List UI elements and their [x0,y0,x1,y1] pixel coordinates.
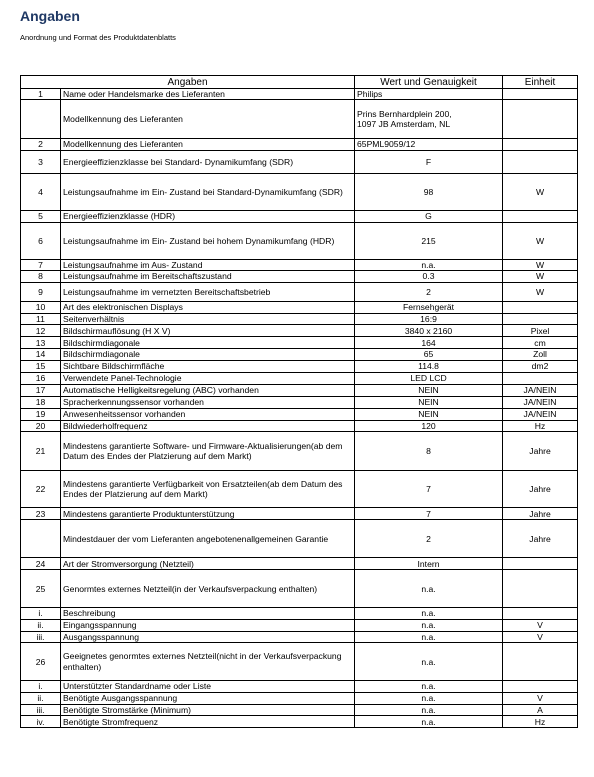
row-value: NEIN [355,384,503,396]
row-value: 16:9 [355,313,503,324]
row-number: ii. [21,692,61,704]
row-label: Verwendete Panel-Technologie [61,372,355,384]
row-number: i. [21,681,61,692]
row-unit: Jahre [503,520,578,558]
row-value: n.a. [355,643,503,681]
page-subtitle: Anordnung und Format des Produktdatenblatts [20,33,176,42]
row-label: Mindestens garantierte Software- und Firmware-Aktualisierungen(ab dem Datum des Endes der Platzierung auf dem Markt) [61,432,355,471]
table-row [21,360,578,372]
table-row [21,89,578,100]
table-row [21,100,578,139]
row-value: Intern [355,558,503,570]
row-label: Anwesenheitssensor vorhanden [61,408,355,420]
row-number: 19 [21,408,61,420]
row-value: Fernsehgerät [355,301,503,313]
row-unit: Hz [503,420,578,431]
table-row [21,704,578,715]
row-value: G [355,210,503,222]
row-value: LED LCD [355,372,503,384]
row-label: Name oder Handelsmarke des Lieferanten [61,89,355,100]
table-row [21,139,578,150]
table-row [21,301,578,313]
row-unit [503,301,578,313]
row-label: Unterstützter Standardname oder Liste [61,681,355,692]
table-row [21,520,578,558]
row-number: iii. [21,704,61,715]
row-number: 14 [21,349,61,360]
row-number: 26 [21,643,61,681]
product-data-table [20,75,578,728]
row-unit [503,558,578,570]
row-unit: V [503,619,578,631]
table-row [21,408,578,420]
row-unit [503,313,578,324]
row-number: 18 [21,396,61,408]
table-row [21,432,578,471]
row-unit: dm2 [503,360,578,372]
row-label: Genormtes externes Netzteil(in der Verkaufsverpackung enthalten) [61,570,355,608]
row-number: 5 [21,210,61,222]
page-title: Angaben [20,8,80,24]
row-value: 164 [355,337,503,349]
row-value: 0.3 [355,271,503,282]
row-unit: Zoll [503,349,578,360]
row-number: 15 [21,360,61,372]
table-row [21,558,578,570]
row-label: Bildschirmdiagonale [61,349,355,360]
row-unit [503,210,578,222]
row-label: Eingangsspannung [61,619,355,631]
row-label: Leistungsaufnahme im Aus- Zustand [61,259,355,270]
row-label: Leistungsaufnahme im Ein- Zustand bei Standard-Dynamikumfang (SDR) [61,173,355,210]
row-label: Leistungsaufnahme im vernetzten Bereitschaftsbetrieb [61,282,355,301]
row-label: Energieeffizienzklasse bei Standard- Dynamikumfang (SDR) [61,150,355,173]
row-value: 7 [355,471,503,508]
row-unit [503,100,578,139]
table-row [21,692,578,704]
table-row [21,631,578,642]
row-label: Benötigte Ausgangsspannung [61,692,355,704]
table-row [21,384,578,396]
column-header-angaben: Angaben [21,76,355,89]
row-unit: W [503,173,578,210]
row-value: 7 [355,508,503,520]
row-value: 2 [355,520,503,558]
row-number: 1 [21,89,61,100]
table-row [21,420,578,431]
row-value: n.a. [355,570,503,608]
row-unit [503,570,578,608]
row-value: n.a. [355,608,503,619]
row-number: 9 [21,282,61,301]
row-label: Modellkennung des Lieferanten [61,139,355,150]
table-row [21,643,578,681]
row-number: 11 [21,313,61,324]
table-header-row [21,76,578,89]
column-header-einheit: Einheit [503,76,578,89]
row-label: Bildwiederholfrequenz [61,420,355,431]
table-row [21,396,578,408]
table-row [21,271,578,282]
row-unit: V [503,692,578,704]
row-number: 16 [21,372,61,384]
row-number: 6 [21,222,61,259]
table-row [21,471,578,508]
row-unit: JA/NEIN [503,408,578,420]
table-row [21,150,578,173]
table-row [21,608,578,619]
row-number: 2 [21,139,61,150]
row-label: Bildschirmdiagonale [61,337,355,349]
row-value: n.a. [355,692,503,704]
row-number: i. [21,608,61,619]
row-unit: Hz [503,716,578,728]
row-value: 3840 x 2160 [355,325,503,337]
row-number: iii. [21,631,61,642]
row-unit: JA/NEIN [503,384,578,396]
row-unit: Jahre [503,471,578,508]
row-unit [503,681,578,692]
row-number: 10 [21,301,61,313]
row-label: Benötigte Stromstärke (Minimum) [61,704,355,715]
row-number [21,100,61,139]
table-row [21,508,578,520]
row-unit: cm [503,337,578,349]
row-value: F [355,150,503,173]
row-number: 4 [21,173,61,210]
table-row [21,173,578,210]
row-unit: W [503,271,578,282]
row-unit: JA/NEIN [503,396,578,408]
table-row [21,325,578,337]
row-number: 8 [21,271,61,282]
row-unit: W [503,259,578,270]
row-value: Philips [355,89,503,100]
row-number: 25 [21,570,61,608]
row-value: 215 [355,222,503,259]
row-value: NEIN [355,408,503,420]
row-unit: V [503,631,578,642]
row-value: n.a. [355,619,503,631]
row-unit [503,643,578,681]
row-number: 20 [21,420,61,431]
row-value: 8 [355,432,503,471]
table-row [21,259,578,270]
row-label: Modellkennung des Lieferanten [61,100,355,139]
table-row [21,372,578,384]
row-label: Art der Stromversorgung (Netzteil) [61,558,355,570]
row-value: Prins Bernhardplein 200, 1097 JB Amsterdam, NL [355,100,503,139]
row-value: NEIN [355,396,503,408]
row-label: Geeignetes genormtes externes Netzteil(nicht in der Verkaufsverpackung enthalten) [61,643,355,681]
row-label: Mindestdauer der vom Lieferanten angebotenenallgemeinen Garantie [61,520,355,558]
table-row [21,282,578,301]
row-unit: Pixel [503,325,578,337]
row-value: n.a. [355,716,503,728]
row-value: n.a. [355,631,503,642]
row-value: 65 [355,349,503,360]
row-number: 23 [21,508,61,520]
row-label: Art des elektronischen Displays [61,301,355,313]
row-unit [503,608,578,619]
row-label: Energieeffizienzklasse (HDR) [61,210,355,222]
row-unit: W [503,222,578,259]
table-row [21,210,578,222]
row-number: 7 [21,259,61,270]
table-row [21,716,578,728]
row-value: 120 [355,420,503,431]
row-unit: A [503,704,578,715]
row-number: 22 [21,471,61,508]
row-label: Spracherkennungssensor vorhanden [61,396,355,408]
row-label: Beschreibung [61,608,355,619]
row-unit: Jahre [503,432,578,471]
row-value: 98 [355,173,503,210]
row-number: 13 [21,337,61,349]
row-value: n.a. [355,704,503,715]
row-label: Automatische Helligkeitsregelung (ABC) vorhanden [61,384,355,396]
row-unit [503,139,578,150]
table-row [21,337,578,349]
row-value: 2 [355,282,503,301]
row-number: 21 [21,432,61,471]
row-number: iv. [21,716,61,728]
row-number: 24 [21,558,61,570]
table-row [21,570,578,608]
table-row [21,619,578,631]
row-label: Mindestens garantierte Produktunterstützung [61,508,355,520]
row-label: Sichtbare Bildschirmfläche [61,360,355,372]
row-number [21,520,61,558]
row-unit [503,372,578,384]
row-unit: W [503,282,578,301]
column-header-wert: Wert und Genauigkeit [355,76,503,89]
row-number: ii. [21,619,61,631]
row-number: 12 [21,325,61,337]
row-label: Benötigte Stromfrequenz [61,716,355,728]
row-number: 3 [21,150,61,173]
table-row [21,313,578,324]
row-unit [503,89,578,100]
row-value: 65PML9059/12 [355,139,503,150]
row-unit [503,150,578,173]
row-label: Leistungsaufnahme im Bereitschaftszustand [61,271,355,282]
row-label: Ausgangsspannung [61,631,355,642]
row-label: Bildschirmauflösung (H X V) [61,325,355,337]
row-label: Mindestens garantierte Verfügbarkeit von Ersatzteilen(ab dem Datum des Endes der Platzierung auf dem Markt) [61,471,355,508]
row-value: 114.8 [355,360,503,372]
table-row [21,349,578,360]
row-unit: Jahre [503,508,578,520]
row-value: n.a. [355,681,503,692]
row-label: Leistungsaufnahme im Ein- Zustand bei hohem Dynamikumfang (HDR) [61,222,355,259]
row-value: n.a. [355,259,503,270]
row-label: Seitenverhältnis [61,313,355,324]
table-row [21,222,578,259]
row-number: 17 [21,384,61,396]
table-row [21,681,578,692]
